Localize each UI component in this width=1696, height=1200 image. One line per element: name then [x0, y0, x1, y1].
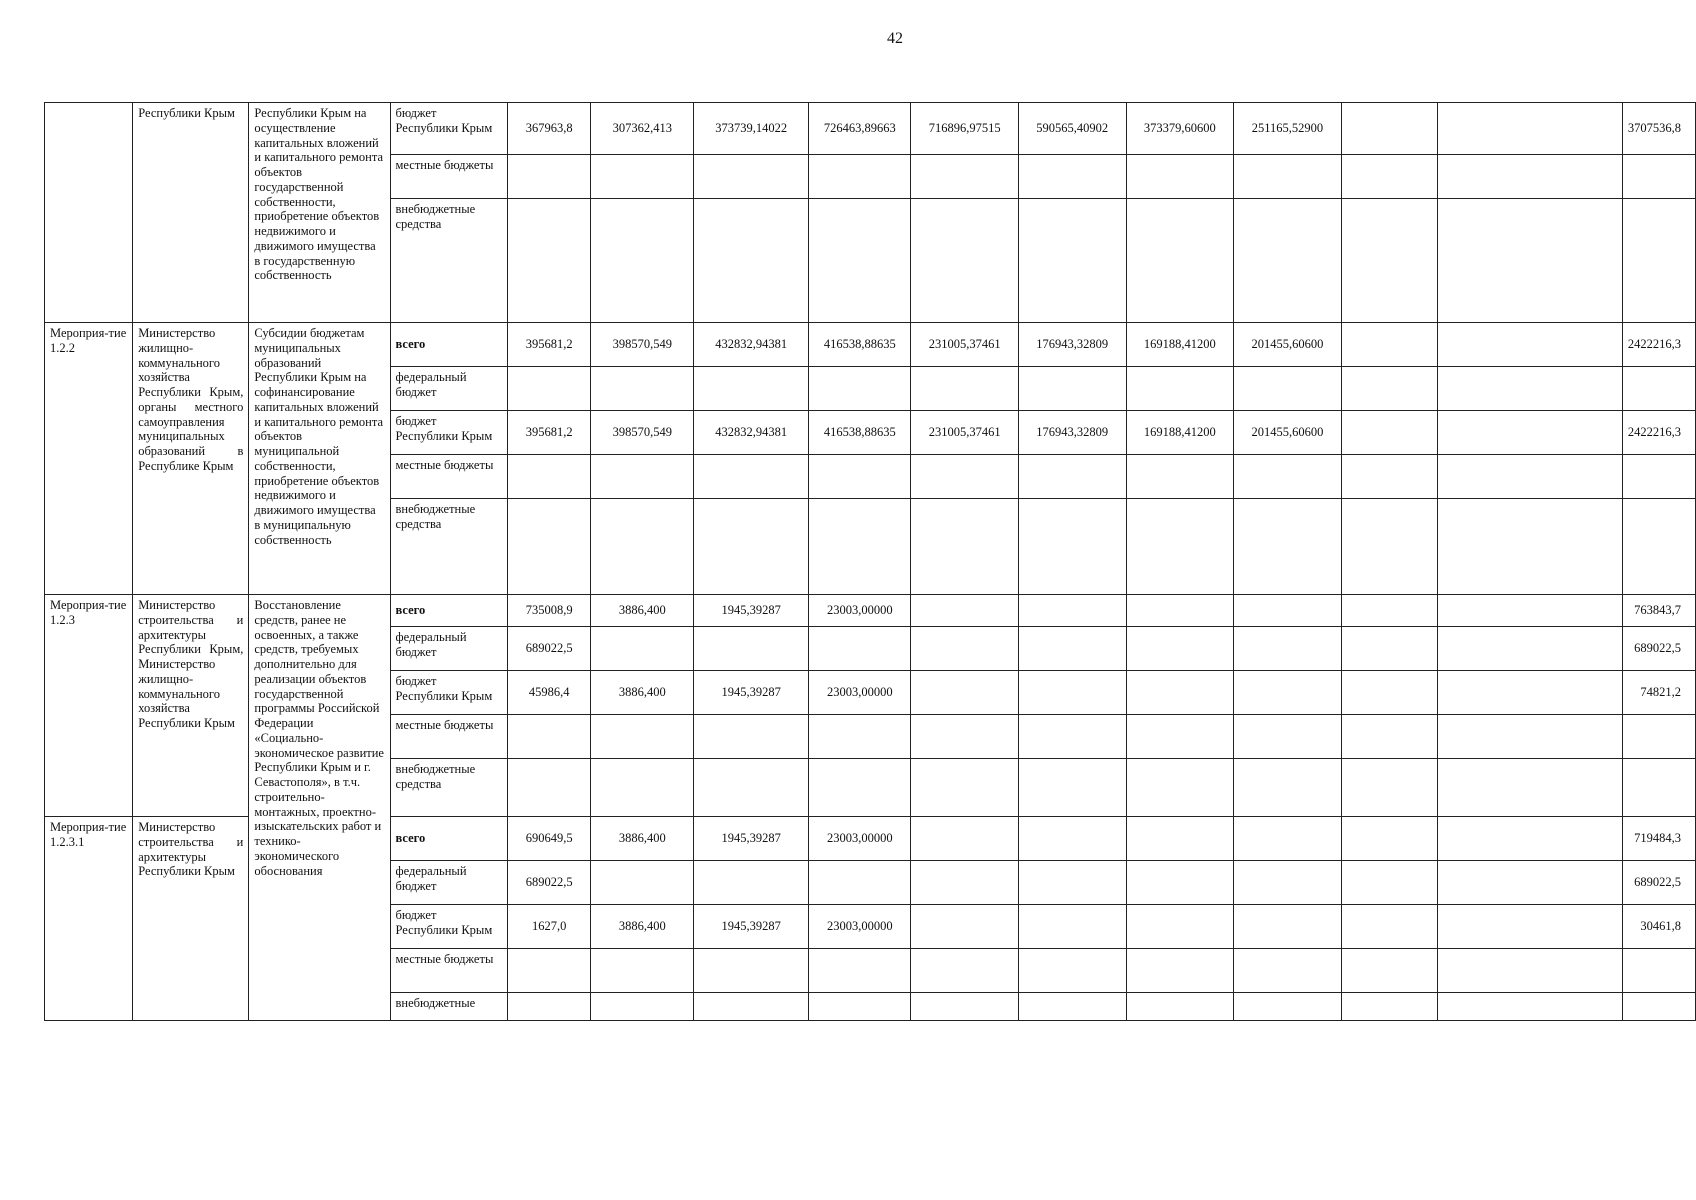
value-cell: 176943,32809	[1018, 323, 1126, 367]
value-cell	[1437, 949, 1622, 993]
value-cell	[591, 715, 694, 759]
total-value-cell: 719484,3	[1622, 817, 1695, 861]
value-cell	[1018, 671, 1126, 715]
value-cell: 45986,4	[507, 671, 591, 715]
executor-cell: Республики Крым	[133, 103, 249, 323]
value-cell	[1234, 499, 1342, 595]
activity-id-cell: Мероприя-тие 1.2.3	[45, 595, 133, 817]
value-cell	[911, 199, 1019, 323]
value-cell	[809, 155, 911, 199]
value-cell	[1234, 905, 1342, 949]
value-cell: 251165,52900	[1234, 103, 1342, 155]
value-cell	[1126, 861, 1234, 905]
value-cell	[507, 199, 591, 323]
value-cell	[1234, 993, 1342, 1021]
value-cell	[1437, 993, 1622, 1021]
value-cell: 1945,39287	[694, 905, 809, 949]
value-cell	[1341, 499, 1437, 595]
funding-source-cell: местные бюджеты	[390, 455, 507, 499]
value-cell	[1234, 199, 1342, 323]
total-value-cell	[1622, 155, 1695, 199]
value-cell	[911, 155, 1019, 199]
value-cell: 416538,88635	[809, 323, 911, 367]
value-cell: 23003,00000	[809, 671, 911, 715]
value-cell: 169188,41200	[1126, 323, 1234, 367]
value-cell	[1234, 759, 1342, 817]
total-value-cell: 689022,5	[1622, 627, 1695, 671]
value-cell	[911, 759, 1019, 817]
value-cell	[1341, 671, 1437, 715]
value-cell	[694, 861, 809, 905]
description-cell: Восстановление средств, ранее не освоенных, а также средств, требуемых дополнительно для реализации объектов государственной программы Российской Федерации «Социально-экономическое развитие Республики Крым и г. Севастополя», в т.ч. строительно-монтажных, проектно-изыскательских работ и технико-экономического обоснования	[249, 595, 390, 1021]
value-cell: 590565,40902	[1018, 103, 1126, 155]
value-cell	[694, 455, 809, 499]
total-value-cell	[1622, 949, 1695, 993]
value-cell	[694, 499, 809, 595]
value-cell	[911, 499, 1019, 595]
funding-source-cell: федеральный бюджет	[390, 627, 507, 671]
value-cell	[1234, 817, 1342, 861]
value-cell: 169188,41200	[1126, 411, 1234, 455]
value-cell	[1341, 817, 1437, 861]
value-cell: 735008,9	[507, 595, 591, 627]
value-cell	[1234, 949, 1342, 993]
value-cell	[1018, 199, 1126, 323]
table-row	[45, 323, 1696, 367]
value-cell	[1341, 103, 1437, 155]
value-cell	[507, 367, 591, 411]
description-cell: Субсидии бюджетам муниципальных образований Республики Крым на софинансирование капитальных вложений и капитального ремонта объектов муниципальной собственности, приобретение объектов недвижимого и движимого имущества в муниципальную собственность	[249, 323, 390, 595]
funding-source-cell: внебюджетные	[390, 993, 507, 1021]
value-cell	[591, 155, 694, 199]
value-cell: 1945,39287	[694, 817, 809, 861]
table-row	[45, 595, 1696, 627]
value-cell	[911, 627, 1019, 671]
value-cell	[591, 861, 694, 905]
value-cell: 373379,60600	[1126, 103, 1234, 155]
value-cell	[694, 367, 809, 411]
value-cell	[809, 949, 911, 993]
value-cell	[694, 155, 809, 199]
value-cell	[1437, 627, 1622, 671]
value-cell	[591, 455, 694, 499]
value-cell	[809, 715, 911, 759]
value-cell	[1126, 671, 1234, 715]
activity-id-cell: Мероприя-тие 1.2.3.1	[45, 817, 133, 1021]
value-cell: 23003,00000	[809, 905, 911, 949]
value-cell	[1341, 861, 1437, 905]
value-cell	[1018, 499, 1126, 595]
funding-source-cell: местные бюджеты	[390, 715, 507, 759]
value-cell	[1437, 199, 1622, 323]
budget-table	[44, 102, 1696, 1021]
funding-source-cell: внебюджетные средства	[390, 199, 507, 323]
funding-source-cell: бюджет Республики Крым	[390, 671, 507, 715]
value-cell	[1341, 949, 1437, 993]
value-cell	[1341, 199, 1437, 323]
value-cell	[1341, 455, 1437, 499]
value-cell: 716896,97515	[911, 103, 1019, 155]
activity-id-cell	[45, 103, 133, 323]
value-cell	[1437, 499, 1622, 595]
value-cell	[1234, 861, 1342, 905]
value-cell	[1126, 367, 1234, 411]
value-cell	[694, 199, 809, 323]
value-cell	[591, 199, 694, 323]
funding-source-cell: федеральный бюджет	[390, 367, 507, 411]
value-cell	[1126, 759, 1234, 817]
value-cell: 231005,37461	[911, 323, 1019, 367]
value-cell: 689022,5	[507, 861, 591, 905]
value-cell	[1126, 715, 1234, 759]
value-cell	[1341, 715, 1437, 759]
value-cell	[1126, 949, 1234, 993]
value-cell	[1437, 411, 1622, 455]
value-cell: 432832,94381	[694, 411, 809, 455]
value-cell	[507, 155, 591, 199]
value-cell: 3886,400	[591, 671, 694, 715]
value-cell	[1341, 993, 1437, 1021]
value-cell	[809, 455, 911, 499]
value-cell: 398570,549	[591, 323, 694, 367]
value-cell: 307362,413	[591, 103, 694, 155]
value-cell: 416538,88635	[809, 411, 911, 455]
value-cell	[1234, 595, 1342, 627]
value-cell	[694, 759, 809, 817]
value-cell	[809, 199, 911, 323]
value-cell	[1341, 323, 1437, 367]
value-cell	[1018, 627, 1126, 671]
funding-source-cell: внебюджетные средства	[390, 499, 507, 595]
value-cell	[911, 715, 1019, 759]
funding-source-cell: федеральный бюджет	[390, 861, 507, 905]
value-cell	[1018, 367, 1126, 411]
value-cell: 1945,39287	[694, 595, 809, 627]
value-cell	[1234, 155, 1342, 199]
value-cell: 3886,400	[591, 595, 694, 627]
value-cell	[911, 993, 1019, 1021]
value-cell	[1341, 155, 1437, 199]
table-row	[45, 103, 1696, 155]
value-cell	[591, 499, 694, 595]
value-cell	[1018, 759, 1126, 817]
value-cell: 176943,32809	[1018, 411, 1126, 455]
value-cell: 432832,94381	[694, 323, 809, 367]
value-cell	[507, 499, 591, 595]
value-cell	[1126, 455, 1234, 499]
funding-source-cell: местные бюджеты	[390, 155, 507, 199]
value-cell	[911, 817, 1019, 861]
value-cell	[1437, 861, 1622, 905]
value-cell	[591, 759, 694, 817]
value-cell	[507, 759, 591, 817]
value-cell: 367963,8	[507, 103, 591, 155]
value-cell	[1437, 367, 1622, 411]
value-cell	[1126, 993, 1234, 1021]
value-cell: 690649,5	[507, 817, 591, 861]
value-cell	[1018, 715, 1126, 759]
value-cell	[809, 993, 911, 1021]
value-cell	[1234, 455, 1342, 499]
value-cell	[591, 367, 694, 411]
value-cell: 398570,549	[591, 411, 694, 455]
value-cell	[1018, 949, 1126, 993]
value-cell	[1437, 715, 1622, 759]
value-cell	[1234, 671, 1342, 715]
total-value-cell	[1622, 367, 1695, 411]
value-cell	[1341, 905, 1437, 949]
description-cell: Республики Крым на осуществление капитальных вложений и капитального ремонта объектов государственной собственности, приобретение объектов недвижимого и движимого имущества в государственную собственность	[249, 103, 390, 323]
value-cell	[809, 861, 911, 905]
funding-source-cell: всего	[390, 323, 507, 367]
funding-source-cell: всего	[390, 595, 507, 627]
value-cell	[1234, 367, 1342, 411]
value-cell	[1341, 411, 1437, 455]
value-cell	[1341, 595, 1437, 627]
value-cell	[1126, 595, 1234, 627]
value-cell	[1126, 817, 1234, 861]
funding-source-cell: местные бюджеты	[390, 949, 507, 993]
total-value-cell	[1622, 455, 1695, 499]
total-value-cell	[1622, 199, 1695, 323]
value-cell	[591, 993, 694, 1021]
funding-source-cell: внебюджетные средства	[390, 759, 507, 817]
value-cell	[1018, 861, 1126, 905]
value-cell: 23003,00000	[809, 817, 911, 861]
funding-source-cell: бюджет Республики Крым	[390, 411, 507, 455]
total-value-cell: 763843,7	[1622, 595, 1695, 627]
value-cell: 3886,400	[591, 905, 694, 949]
value-cell: 23003,00000	[809, 595, 911, 627]
total-value-cell	[1622, 993, 1695, 1021]
value-cell	[1341, 759, 1437, 817]
funding-source-cell: всего	[390, 817, 507, 861]
value-cell	[911, 671, 1019, 715]
page-number: 42	[887, 30, 903, 47]
value-cell: 1945,39287	[694, 671, 809, 715]
executor-cell: Министерство строительства и архитектуры Республики Крым, Министерство жилищно-коммунального хозяйства Республики Крым	[133, 595, 249, 817]
executor-cell: Министерство строительства и архитектуры Республики Крым	[133, 817, 249, 1021]
value-cell	[1437, 671, 1622, 715]
value-cell: 201455,60600	[1234, 411, 1342, 455]
value-cell	[1437, 323, 1622, 367]
value-cell	[1437, 155, 1622, 199]
value-cell	[1437, 759, 1622, 817]
value-cell	[1437, 103, 1622, 155]
value-cell	[809, 627, 911, 671]
funding-source-cell: бюджет Республики Крым	[390, 103, 507, 155]
total-value-cell: 2422216,3	[1622, 411, 1695, 455]
total-value-cell	[1622, 499, 1695, 595]
value-cell	[1126, 499, 1234, 595]
total-value-cell: 3707536,8	[1622, 103, 1695, 155]
value-cell: 231005,37461	[911, 411, 1019, 455]
value-cell	[809, 367, 911, 411]
value-cell	[1341, 627, 1437, 671]
total-value-cell	[1622, 759, 1695, 817]
value-cell: 689022,5	[507, 627, 591, 671]
value-cell	[911, 367, 1019, 411]
value-cell	[694, 949, 809, 993]
value-cell	[1018, 905, 1126, 949]
value-cell	[1437, 905, 1622, 949]
total-value-cell: 30461,8	[1622, 905, 1695, 949]
value-cell	[507, 455, 591, 499]
value-cell	[694, 993, 809, 1021]
value-cell	[1437, 595, 1622, 627]
value-cell	[1234, 627, 1342, 671]
value-cell	[809, 499, 911, 595]
value-cell	[507, 715, 591, 759]
value-cell: 3886,400	[591, 817, 694, 861]
activity-id-cell: Мероприя-тие 1.2.2	[45, 323, 133, 595]
funding-source-cell: бюджет Республики Крым	[390, 905, 507, 949]
value-cell	[1234, 715, 1342, 759]
value-cell	[1018, 993, 1126, 1021]
total-value-cell: 2422216,3	[1622, 323, 1695, 367]
value-cell	[1018, 595, 1126, 627]
value-cell	[1341, 367, 1437, 411]
value-cell	[1018, 817, 1126, 861]
value-cell	[911, 595, 1019, 627]
value-cell: 373739,14022	[694, 103, 809, 155]
value-cell	[911, 905, 1019, 949]
value-cell	[591, 949, 694, 993]
value-cell	[1018, 155, 1126, 199]
value-cell	[911, 455, 1019, 499]
value-cell	[507, 949, 591, 993]
value-cell: 726463,89663	[809, 103, 911, 155]
value-cell: 201455,60600	[1234, 323, 1342, 367]
value-cell	[1437, 455, 1622, 499]
value-cell: 395681,2	[507, 411, 591, 455]
value-cell	[694, 715, 809, 759]
value-cell	[1126, 905, 1234, 949]
value-cell	[591, 627, 694, 671]
total-value-cell: 689022,5	[1622, 861, 1695, 905]
value-cell	[809, 759, 911, 817]
value-cell	[1126, 627, 1234, 671]
value-cell	[694, 627, 809, 671]
value-cell	[1126, 155, 1234, 199]
value-cell	[911, 861, 1019, 905]
value-cell	[1126, 199, 1234, 323]
total-value-cell: 74821,2	[1622, 671, 1695, 715]
value-cell: 395681,2	[507, 323, 591, 367]
executor-cell: Министерство жилищно-коммунального хозяйства Республики Крым, органы местного самоуправления муниципальных образований в Республике Крым	[133, 323, 249, 595]
total-value-cell	[1622, 715, 1695, 759]
value-cell	[911, 949, 1019, 993]
value-cell: 1627,0	[507, 905, 591, 949]
value-cell	[1437, 817, 1622, 861]
value-cell	[507, 993, 591, 1021]
value-cell	[1018, 455, 1126, 499]
